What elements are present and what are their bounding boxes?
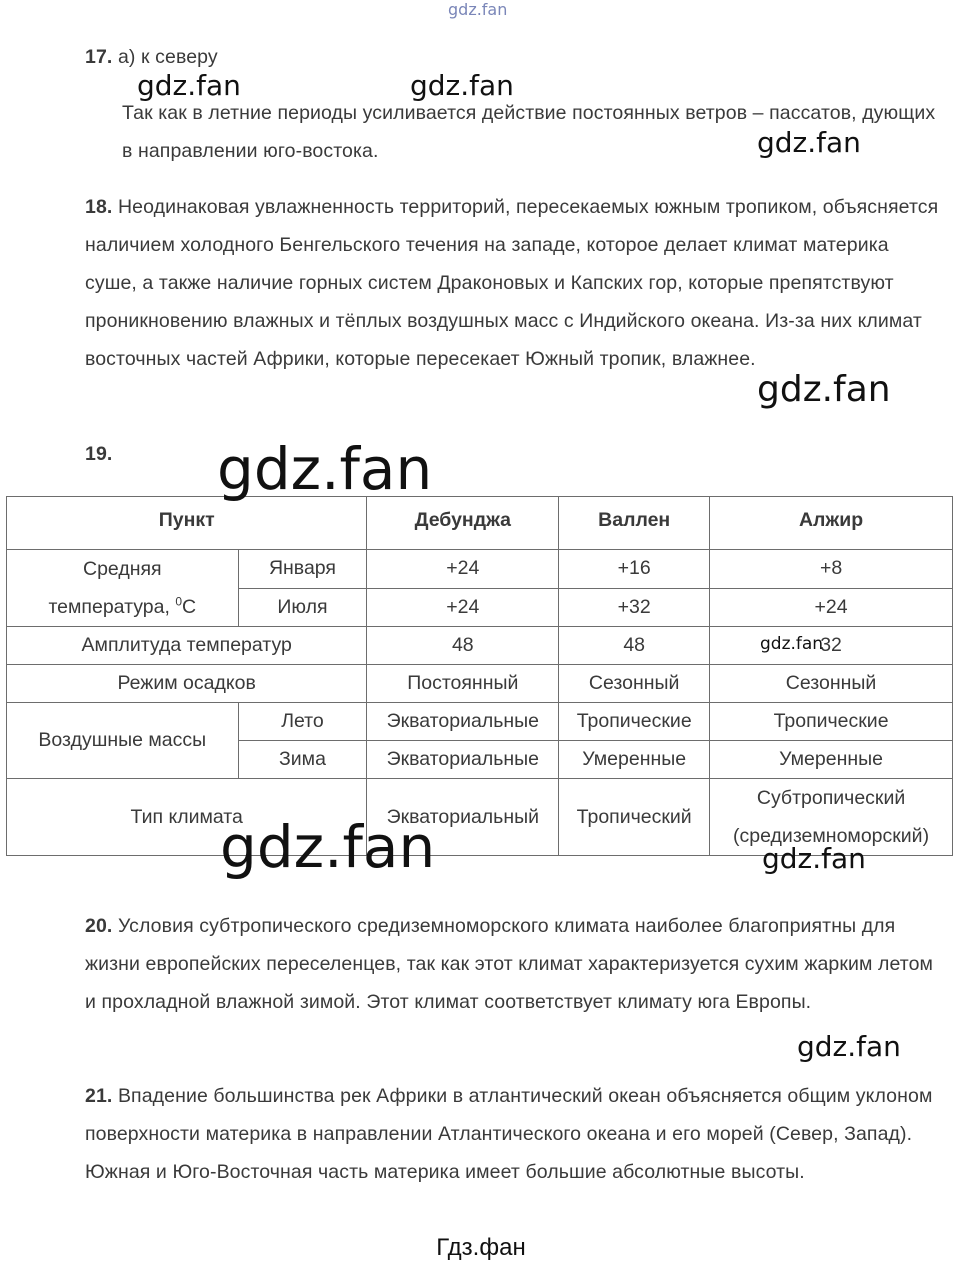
question-17-text: Так как в летние периоды усиливается действие постоянных ветров – пассатов, дующих в направлении юго-востока. <box>122 102 936 162</box>
cell-precip-debundja: Постоянный <box>367 665 559 703</box>
winter-label: Зима <box>238 741 367 779</box>
cell-amp-vallen: 48 <box>559 627 710 665</box>
watermark: gdz.fan <box>762 842 866 875</box>
watermark: gdz.fan <box>410 69 514 102</box>
watermark: gdz.fan <box>217 435 433 503</box>
cell-summer-vallen: Тропические <box>559 703 710 741</box>
watermark: gdz.fan <box>760 634 824 654</box>
cell-amp-alzhir: 32 <box>710 627 953 665</box>
cell-type-vallen: Тропический <box>559 779 710 856</box>
question-20 <box>85 907 945 1021</box>
table-row-january <box>7 550 953 589</box>
cell-jan-alzhir: +8 <box>710 550 953 589</box>
cell-winter-alzhir: Умеренные <box>710 741 953 779</box>
header-point: Пункт <box>7 497 367 550</box>
avg-temp-label-line2: температура, <box>48 596 170 618</box>
cell-jul-debundja: +24 <box>367 588 559 627</box>
table-header-row <box>7 497 953 550</box>
watermark: gdz.fan <box>220 813 436 881</box>
cell-winter-debundja: Экваториальные <box>367 741 559 779</box>
july-label: Июля <box>238 588 367 627</box>
header-vallen: Валлен <box>559 497 710 550</box>
question-19 <box>85 435 945 473</box>
cell-type-alzhir-note: (средиземноморский) <box>733 825 930 847</box>
bottom-brand: Гдз.фан <box>436 1234 526 1261</box>
climate-table <box>6 496 953 856</box>
question-19-number: 19. <box>85 443 113 465</box>
question-17-number: 17. <box>85 46 113 68</box>
table-row-precipitation <box>7 665 953 703</box>
cell-type-alzhir-main: Субтропический <box>756 787 906 809</box>
precipitation-label: Режим осадков <box>7 665 367 703</box>
question-20-text: Условия субтропического средиземноморского климата наиболее благоприятны для жизни европейских переселенцев, так как этот климат характеризуется сухим жарким летом и прохладной влажной зимой. Этот климат соответствует климату юга Европы. <box>85 915 934 1013</box>
header-debundja: Дебунджа <box>367 497 559 550</box>
question-18-text: Неодинаковая увлажненность территорий, пересекаемых южным тропиком, объясняется наличием холодного Бенгельского течения на западе, которое делает климат материка суше, а также наличие горных систем Драконовых и Капских гор, которые препятствуют проникновению влажных и тёплых воздушных масс с Индийского океана. Из-за них климат восточных частей Африки, которые пересекает Южный тропик, влажнее. <box>85 196 939 370</box>
cell-precip-vallen: Сезонный <box>559 665 710 703</box>
cell-jul-alzhir: +24 <box>710 588 953 627</box>
header-alzhir: Алжир <box>710 497 953 550</box>
air-masses-label: Воздушные массы <box>7 703 239 779</box>
january-label: Января <box>238 550 367 589</box>
question-21 <box>85 1077 945 1191</box>
watermark: gdz.fan <box>757 126 861 159</box>
question-20-number: 20. <box>85 915 113 937</box>
cell-summer-debundja: Экваториальные <box>367 703 559 741</box>
amplitude-label: Амплитуда температур <box>7 627 367 665</box>
cell-precip-alzhir: Сезонный <box>710 665 953 703</box>
avg-temp-label <box>7 550 239 627</box>
cell-amp-debundja: 48 <box>367 627 559 665</box>
temp-unit: C <box>182 596 197 618</box>
watermark: gdz.fan <box>797 1030 901 1063</box>
watermark: gdz.fan <box>757 369 891 410</box>
question-18-number: 18. <box>85 196 113 218</box>
question-21-text: Впадение большинства рек Африки в атлантический океан объясняется общим уклоном поверхности материка в направлении Атлантического океана и его морей (Север, Запад). Южная и Юго-Восточная часть материка имеет большие абсолютные высоты. <box>85 1085 933 1183</box>
degree-superscript: 0 <box>175 594 182 609</box>
climate-type-label: Тип климата <box>7 779 367 856</box>
cell-summer-alzhir: Тропические <box>710 703 953 741</box>
cell-jul-vallen: +32 <box>559 588 710 627</box>
table-row-summer <box>7 703 953 741</box>
question-21-number: 21. <box>85 1085 113 1107</box>
cell-type-debundja: Экваториальный <box>367 779 559 856</box>
top-watermark: gdz.fan <box>448 0 508 19</box>
cell-winter-vallen: Умеренные <box>559 741 710 779</box>
question-17-answer: а) к северу <box>117 46 218 68</box>
watermark: gdz.fan <box>137 69 241 102</box>
cell-jan-vallen: +16 <box>559 550 710 589</box>
avg-temp-label-line1: Средняя <box>82 558 162 580</box>
summer-label: Лето <box>238 703 367 741</box>
cell-jan-debundja: +24 <box>367 550 559 589</box>
question-18 <box>85 188 945 378</box>
